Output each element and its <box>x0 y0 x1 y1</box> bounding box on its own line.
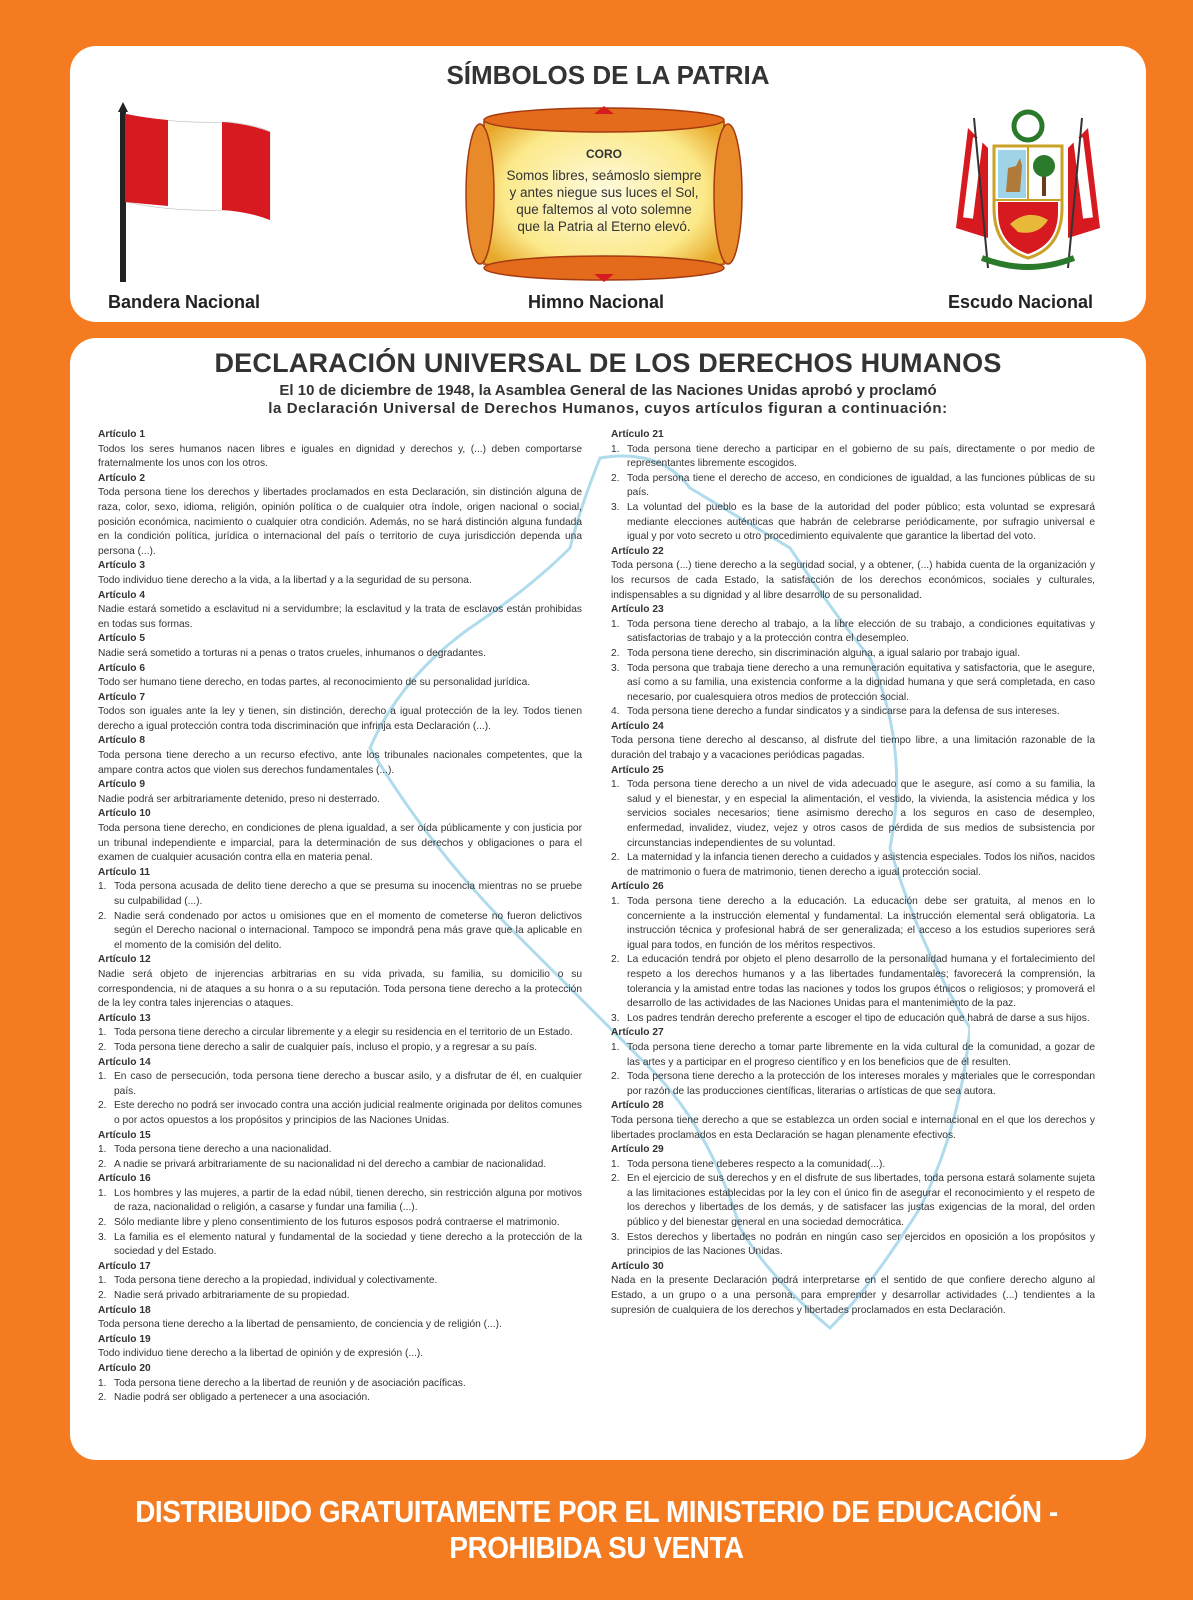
articles-left-column <box>98 428 582 1406</box>
article-list-item-text: La voluntad del pueblo es la base de la autoridad del poder público; esta voluntad se expresará mediante elecciones auténticas que habrán de celebrarse periódicamente, por sufragio universal e igual y por voto secreto u otro procedimiento equivalente que garantice la libertad del voto. <box>627 501 1095 543</box>
article-heading: Artículo 24 <box>611 720 664 732</box>
article-text: Toda persona tiene derecho al descanso, al disfrute del tiempo libre, a una limitación razonable de la duración del trabajo y a vacaciones periódicas pagadas. <box>611 735 1095 762</box>
shield-caption: Escudo Nacional <box>948 292 1094 312</box>
article-text: Toda persona tiene derecho, en condiciones de plena igualdad, a ser oída públicamente y con justicia por un tribunal independiente e imparcial, para la determinación de sus derechos y obligaciones o para el examen de cualquier acusación contra ella en materia penal. <box>98 823 582 864</box>
article-list-item: 3. La familia es el elemento natural y fundamental de la sociedad y tiene derecho a la protección de la sociedad y del Estado. <box>98 1231 582 1258</box>
article-list <box>611 778 1095 880</box>
footer-notice: DISTRIBUIDO GRATUITAMENTE POR EL MINISTERIO DE EDUCACIÓN - PROHIBIDA SU VENTA <box>135 1494 1058 1565</box>
udhr-subtitle <box>70 382 1146 418</box>
flag-image <box>110 102 290 282</box>
article-list-item: 2. Toda persona tiene derecho, sin discriminación alguna, a igual salario por trabajo igual. <box>611 647 1021 659</box>
article-heading: Artículo 4 <box>98 589 145 601</box>
article-text: Nadie estará sometido a esclavitud ni a servidumbre; la esclavitud y la trata de esclavos están prohibidas en todas sus formas. <box>98 604 582 630</box>
article-heading: Artículo 21 <box>611 429 664 440</box>
flag-caption: Bandera Nacional <box>108 292 261 312</box>
article-list-item: 2. Toda persona tiene el derecho de acceso, en condiciones de igualdad, a las funciones públicas de su país. <box>611 472 1095 499</box>
article-text: Todo ser humano tiene derecho, en todas partes, al reconocimiento de su personalidad jurídica. <box>98 677 531 689</box>
article-list <box>98 880 582 953</box>
article-heading: Artículo 18 <box>98 1304 151 1316</box>
article-heading: Artículo 7 <box>98 691 145 703</box>
udhr-subtitle-line: la Declaración Universal de Derechos Humanos, cuyos artículos figuran a continuación: <box>268 400 948 417</box>
article-list-item-text: La familia es el elemento natural y fundamental de la sociedad y tiene derecho a la protección de la sociedad y del Estado. <box>114 1231 582 1258</box>
article-list-item: 3. Toda persona que trabaja tiene derecho a una remuneración equitativa y satisfactoria, que le asegure, así como a su familia, una existencia conforme a la dignidad humana y que será completada, en caso necesario, por cualesquiera otros medios de protección social. <box>611 662 1095 703</box>
article-list <box>98 1377 582 1406</box>
articles-right-column <box>611 428 1095 1318</box>
article-list <box>611 443 1095 545</box>
article-text: Toda persona tiene los derechos y libertades proclamados en esta Declaración, sin distinción alguna de raza, color, sexo, idioma, religión, opinión política o de cualquier otra índole, origen nacional o social, posición económica, nacimiento o cualquier otra condición. Además, no se hará distinción alguna fundada en la condición política, jurídica o internacional del país o territorio de cuya jurisdicción dependa una persona (...). <box>98 487 582 557</box>
symbols-title: SÍMBOLOS DE LA PATRIA <box>446 60 770 90</box>
article-heading: Artículo 26 <box>611 881 664 893</box>
article-list-item-text: La educación tendrá por objeto el pleno desarrollo de la personalidad humana y el fortalecimiento del respeto a los derechos humanos y a las libertades fundamentales; favorecerá la comprensión, la tolerancia y la amistad entre todas las naciones y todos los grupos étnicos o religiosos; y promoverá el desarrollo de las actividades de las Naciones Unidas para el mantenimiento de la paz. <box>627 954 1095 1010</box>
article-list-item: 3. La voluntad del pueblo es la base de la autoridad del poder público; esta voluntad se expresará mediante elecciones auténticas que habrán de celebrarse periódicamente, por sufragio universal e igual y por voto secreto u otro procedimiento equivalente que garantice la libertad del voto. <box>611 501 1095 543</box>
article-list-item-text: Toda persona tiene derecho, sin discriminación alguna, a igual salario por trabajo igual. <box>627 647 1021 659</box>
article-text: Todo individuo tiene derecho a la libertad de opinión y de expresión (...). <box>98 1348 424 1360</box>
article-text: Toda persona tiene derecho a la libertad de pensamiento, de conciencia y de religión (...). <box>98 1319 502 1331</box>
article-list-item-text: Toda persona tiene derecho a la propiedad, individual y colectivamente. <box>114 1275 438 1287</box>
article-list-item: 2. Nadie podrá ser obligado a pertenecer a una asociación. <box>98 1392 370 1404</box>
article-list-item-text: Toda persona tiene derecho a la educación. La educación debe ser gratuita, al menos en lo concerniente a la instrucción elemental y fundamental. La instrucción elemental será obligatoria. La instrucción técnica y profesional habrá de ser generalizada; el acceso a los estudios superiores será igual para todos, en función de los méritos respectivos. <box>627 896 1095 951</box>
article-heading: Artículo 17 <box>98 1260 151 1272</box>
coro-title: CORO <box>586 147 622 161</box>
anthem-caption: Himno Nacional <box>528 292 665 312</box>
article-list-item-text: Toda persona tiene derecho a circular libremente y a elegir su residencia en el territorio de un Estado. <box>114 1027 573 1039</box>
article-list-item: 1. Toda persona tiene derecho a participar en el gobierno de su país, directamente o por medio de representantes libremente escogidos. <box>611 443 1095 470</box>
article-list-item: 2. En el ejercicio de sus derechos y en el disfrute de sus libertades, toda persona estará solamente sujeta a las limitaciones establecidas por la ley con el único fin de asegurar el reconocimiento y el respeto de los derechos y libertades de los demás, y de satisfacer las justas exigencias de la moral, del orden público y del bienestar general en una sociedad democrática. <box>611 1173 1095 1229</box>
article-list-item-text: Toda persona tiene el derecho de acceso, en condiciones de igualdad, a las funciones públicas de su país. <box>627 472 1095 499</box>
anthem-chorus <box>482 146 726 235</box>
article-list-item: 4. Toda persona tiene derecho a fundar sindicatos y a sindicarse para la defensa de sus intereses. <box>611 706 1060 718</box>
article-heading: Artículo 20 <box>98 1363 151 1374</box>
article-heading: Artículo 27 <box>611 1027 664 1039</box>
article-list <box>611 895 1095 1026</box>
article-list-item: 1. Toda persona tiene derecho al trabajo, a la libre elección de su trabajo, a condiciones equitativas y satisfactorias de trabajo y a la protección contra el desempleo. <box>611 618 1095 645</box>
article-text: Nada en la presente Declaración podrá interpretarse en el sentido de que confiere derecho alguno al Estado, a un grupo o a una persona, para emprender y desarrollar actividades (...) tendientes a la supresión de cualquiera de los derechos y libertades proclamados en esta Declaración. <box>611 1275 1095 1316</box>
article-heading: Artículo 11 <box>98 866 151 878</box>
article-list <box>98 1274 582 1303</box>
udhr-title: DECLARACIÓN UNIVERSAL DE LOS DERECHOS HUMANOS <box>214 348 1002 378</box>
article-list-item-text: La maternidad y la infancia tienen derecho a cuidados y asistencia especiales. Todos los niños, nacidos de matrimonio o fuera de matrimonio, tienen derecho a igual protección social. <box>627 852 1095 878</box>
article-list-item: 1. Toda persona tiene derecho a la libertad de reunión y de asociación pacíficas. <box>98 1377 466 1389</box>
article-list-item-text: En el ejercicio de sus derechos y en el disfrute de sus libertades, toda persona estará solamente sujeta a las limitaciones establecidas por la ley con el único fin de asegurar el reconocimiento y el respeto de los derechos y libertades de los demás, y de satisfacer las justas exigencias de la moral, del orden público y del bienestar general en una sociedad democrática. <box>627 1173 1095 1229</box>
article-heading: Artículo 2 <box>98 472 145 484</box>
coro-line: que la Patria al Eterno elevó. <box>517 219 691 234</box>
article-list-item: 2. Toda persona tiene derecho a salir de cualquier país, incluso el propio, y a regresar a su país. <box>98 1041 538 1053</box>
article-list-item-text: Toda persona tiene derecho a fundar sindicatos y a sindicarse para la defensa de sus intereses. <box>627 706 1060 718</box>
coro-line: y antes niegue sus luces el Sol, <box>509 185 699 200</box>
article-heading: Artículo 30 <box>611 1260 664 1272</box>
article-text: Toda persona (...) tiene derecho a la seguridad social, y a obtener, (...) habida cuenta de la organización y los recursos de cada Estado, la satisfacción de los derechos económicos, sociales y culturales, indispensables a su dignidad y al libre desarrollo de su personalidad. <box>611 560 1095 601</box>
article-text: Nadie será sometido a torturas ni a penas o tratos crueles, inhumanos o degradantes. <box>98 647 486 659</box>
article-list-item-text: Sólo mediante libre y pleno consentimiento de los futuros esposos podrá contraerse el matrimonio. <box>114 1217 560 1229</box>
article-list-item-text: Toda persona tiene derecho al trabajo, a la libre elección de su trabajo, a condiciones equitativas y satisfactorias de trabajo y a la protección contra el desempleo. <box>627 618 1095 645</box>
article-list <box>98 1026 582 1055</box>
article-list-item: 2. La educación tendrá por objeto el pleno desarrollo de la personalidad humana y el fortalecimiento del respeto a los derechos humanos y a las libertades fundamentales; favorecerá la comprensión, la tolerancia y la amistad entre todas las naciones y todos los grupos étnicos o religiosos; y promoverá el desarrollo de las actividades de las Naciones Unidas para el mantenimiento de la paz. <box>611 954 1095 1010</box>
article-list-item: 2. La maternidad y la infancia tienen derecho a cuidados y asistencia especiales. Todos los niños, nacidos de matrimonio o fuera de matrimonio, tienen derecho a igual protección social. <box>611 852 1095 878</box>
article-list <box>611 618 1095 720</box>
article-list-item-text: Nadie podrá ser obligado a pertenecer a una asociación. <box>114 1392 370 1404</box>
article-list-item: 2. Nadie será privado arbitrariamente de su propiedad. <box>98 1290 350 1302</box>
article-list-item-text: Toda persona tiene derecho a la protección de los intereses morales y materiales que le correspondan por razón de las producciones científicas, literarias o artísticas de que sea autora. <box>627 1071 1095 1097</box>
article-list-item: 1. Toda persona tiene derecho a la propiedad, individual y colectivamente. <box>98 1275 438 1287</box>
article-heading: Artículo 6 <box>98 662 145 674</box>
article-heading: Artículo 25 <box>611 764 664 776</box>
article-list-item-text: Toda persona tiene derecho a un nivel de vida adecuado que le asegure, así como a su familia, la salud y el bienestar, y en especial la alimentación, el vestido, la vivienda, la asistencia médica y los servicios sociales necesarios; tiene asimismo derecho a los seguros en caso de desempleo, enfermedad, invalidez, viudez, vejez y otros casos de pérdida de sus medios de subsistencia por circunstancias independientes de su voluntad. <box>627 779 1095 849</box>
coat-of-arms-image <box>948 108 1108 278</box>
article-text: Toda persona tiene derecho a un recurso efectivo, ante los tribunales nacionales competentes, que la ampare contra actos que violen sus derechos fundamentales (...). <box>98 750 582 776</box>
udhr-panel <box>70 338 1146 1460</box>
article-list-item: 1. Toda persona tiene derecho a un nivel de vida adecuado que le asegure, así como a su familia, la salud y el bienestar, y en especial la alimentación, el vestido, la vivienda, la asistencia médica y los servicios sociales necesarios; tiene asimismo derecho a los seguros en caso de desempleo, enfermedad, invalidez, viudez, vejez y otros casos de pérdida de sus medios de subsistencia por circunstancias independientes de su voluntad. <box>611 779 1095 849</box>
article-list-item: 3. Estos derechos y libertades no podrán en ningún caso ser ejercidos en oposición a los propósitos y principios de las Naciones Unidas. <box>611 1231 1095 1258</box>
article-text: Nadie será objeto de injerencias arbitrarias en su vida privada, su familia, su domicilio o su correspondencia, ni de ataques a su honra o a su reputación. Toda persona tiene derecho a la protección de la ley contra tales injerencias o ataques. <box>98 968 582 1010</box>
article-heading: Artículo 13 <box>98 1012 151 1024</box>
article-list-item: 2. A nadie se privará arbitrariamente de su nacionalidad ni del derecho a cambiar de nacionalidad. <box>98 1158 547 1170</box>
udhr-subtitle-line: El 10 de diciembre de 1948, la Asamblea General de las Naciones Unidas aprobó y proclamó <box>279 382 937 399</box>
article-heading: Artículo 15 <box>98 1129 151 1141</box>
article-text: Todos son iguales ante la ley y tienen, sin distinción, derecho a igual protección de la ley. Todos tienen derecho a igual protección contra toda discriminación que infrinja esta Declaración (...). <box>98 706 582 732</box>
article-heading: Artículo 14 <box>98 1056 151 1068</box>
article-list-item-text: Toda persona que trabaja tiene derecho a una remuneración equitativa y satisfactoria, que le asegure, así como a su familia, una existencia conforme a la dignidad humana y que será completada, en caso necesario, por cualesquiera otros medios de protección social. <box>627 662 1095 703</box>
article-list-item-text: Toda persona tiene derecho a participar en el gobierno de su país, directamente o por medio de representantes libremente escogidos. <box>627 443 1095 470</box>
article-list-item-text: En caso de persecución, toda persona tiene derecho a buscar asilo, y a disfrutar de él, en cualquier país. <box>114 1071 582 1097</box>
article-list-item-text: A nadie se privará arbitrariamente de su nacionalidad ni del derecho a cambiar de nacionalidad. <box>114 1158 547 1170</box>
article-list-item: 1. Toda persona tiene derecho a tomar parte libremente en la vida cultural de la comunidad, a gozar de las artes y a participar en el progreso científico y en los beneficios que de él resulten. <box>611 1041 1095 1068</box>
article-heading: Artículo 23 <box>611 604 664 616</box>
article-list-item: 1. En caso de persecución, toda persona tiene derecho a buscar asilo, y a disfrutar de él, en cualquier país. <box>98 1071 582 1097</box>
article-list <box>98 1187 582 1260</box>
article-list-item: 3. Los padres tendrán derecho preferente a escoger el tipo de educación que habrá de darse a sus hijos. <box>611 1012 1090 1024</box>
article-list-item: 2. Toda persona tiene derecho a la protección de los intereses morales y materiales que le correspondan por razón de las producciones científicas, literarias o artísticas de que sea autora. <box>611 1071 1095 1097</box>
article-heading: Artículo 28 <box>611 1100 664 1112</box>
article-heading: Artículo 19 <box>98 1333 151 1345</box>
article-list-item-text: Toda persona tiene derecho a la libertad de reunión y de asociación pacíficas. <box>114 1377 466 1389</box>
article-list-item-text: Toda persona tiene derecho a tomar parte libremente en la vida cultural de la comunidad, a gozar de las artes y a participar en el progreso científico y en los beneficios que de él resulten. <box>627 1041 1095 1068</box>
article-list-item: 1. Toda persona tiene derecho a la educación. La educación debe ser gratuita, al menos en lo concerniente a la instrucción elemental y fundamental. La instrucción elemental será obligatoria. La instrucción técnica y profesional habrá de ser generalizada; el acceso a los estudios superiores será igual para todos, en función de los méritos respectivos. <box>611 896 1095 951</box>
article-heading: Artículo 10 <box>98 808 151 820</box>
article-heading: Artículo 12 <box>98 954 151 966</box>
article-text: Toda persona tiene derecho a que se establezca un orden social e internacional en el que los derechos y libertades proclamados en esta Declaración se hagan plenamente efectivos. <box>611 1114 1095 1141</box>
article-heading: Artículo 8 <box>98 735 145 747</box>
article-list <box>611 1041 1095 1099</box>
article-heading: Artículo 3 <box>98 560 145 572</box>
article-list-item-text: Los padres tendrán derecho preferente a escoger el tipo de educación que habrá de darse a sus hijos. <box>627 1012 1090 1024</box>
article-list-item: 1. Toda persona tiene deberes respecto a la comunidad(...). <box>611 1158 886 1170</box>
article-list-item-text: Los hombres y las mujeres, a partir de la edad núbil, tienen derecho, sin restricción alguna por motivos de raza, nacionalidad o religión, a casarse y fundar una familia (...). <box>114 1187 582 1214</box>
article-list-item-text: Nadie será condenado por actos u omisiones que en el momento de cometerse no fueron delictivos según el Derecho nacional o internacional. Tampoco se impondrá pena más grave que la aplicable en el momento de la comisión del delito. <box>114 910 582 951</box>
article-list <box>98 1070 582 1128</box>
article-list-item-text: Nadie será privado arbitrariamente de su propiedad. <box>114 1290 350 1302</box>
article-text: Todos los seres humanos nacen libres e iguales en dignidad y derechos y, (...) deben comportarse fraternalmente los unos con los otros. <box>98 443 582 470</box>
article-text: Todo individuo tiene derecho a la vida, a la libertad y a la seguridad de su persona. <box>98 574 472 586</box>
article-heading: Artículo 29 <box>611 1144 664 1156</box>
article-list-item: 1. Toda persona tiene derecho a circular libremente y a elegir su residencia en el territorio de un Estado. <box>98 1027 573 1039</box>
article-list-item: 2. Nadie será condenado por actos u omisiones que en el momento de cometerse no fueron delictivos según el Derecho nacional o internacional. Tampoco se impondrá pena más grave que la aplicable en el momento de la comisión del delito. <box>98 910 582 951</box>
article-list-item: 2. Este derecho no podrá ser invocado contra una acción judicial realmente originada por delitos comunes o por actos opuestos a los propósitos y principios de las Naciones Unidas. <box>98 1100 582 1126</box>
article-heading: Artículo 16 <box>98 1173 151 1185</box>
article-list-item: 2. Sólo mediante libre y pleno consentimiento de los futuros esposos podrá contraerse el matrimonio. <box>98 1217 560 1229</box>
article-list <box>98 1143 582 1172</box>
article-list-item-text: Estos derechos y libertades no podrán en ningún caso ser ejercidos en oposición a los propósitos y principios de las Naciones Unidas. <box>627 1231 1095 1258</box>
article-list-item-text: Toda persona tiene deberes respecto a la comunidad(...). <box>627 1158 886 1170</box>
article-heading: Artículo 22 <box>611 545 664 557</box>
article-list-item: 1. Toda persona tiene derecho a una nacionalidad. <box>98 1144 332 1156</box>
article-list-item-text: Toda persona tiene derecho a una nacionalidad. <box>114 1144 332 1156</box>
symbols-panel <box>70 46 1146 322</box>
article-list-item-text: Toda persona tiene derecho a salir de cualquier país, incluso el propio, y a regresar a su país. <box>114 1041 538 1053</box>
article-list-item: 1. Los hombres y las mujeres, a partir de la edad núbil, tienen derecho, sin restricción alguna por motivos de raza, nacionalidad o religión, a casarse y fundar una familia (...). <box>98 1187 582 1214</box>
coro-line: que faltemos al voto solemne <box>516 202 692 217</box>
article-heading: Artículo 5 <box>98 633 145 645</box>
article-heading: Artículo 9 <box>98 779 145 791</box>
article-heading: Artículo 1 <box>98 429 145 440</box>
article-list-item-text: Este derecho no podrá ser invocado contra una acción judicial realmente originada por delitos comunes o por actos opuestos a los propósitos y principios de las Naciones Unidas. <box>114 1100 582 1126</box>
article-text: Nadie podrá ser arbitrariamente detenido, preso ni desterrado. <box>98 793 381 805</box>
article-list-item-text: Toda persona acusada de delito tiene derecho a que se presuma su inocencia mientras no se pruebe su culpabilidad (...). <box>114 881 582 907</box>
article-list <box>611 1158 1095 1260</box>
article-list-item: 1. Toda persona acusada de delito tiene derecho a que se presuma su inocencia mientras no se pruebe su culpabilidad (...). <box>98 881 582 907</box>
coro-line: Somos libres, seámoslo siempre <box>506 168 702 183</box>
